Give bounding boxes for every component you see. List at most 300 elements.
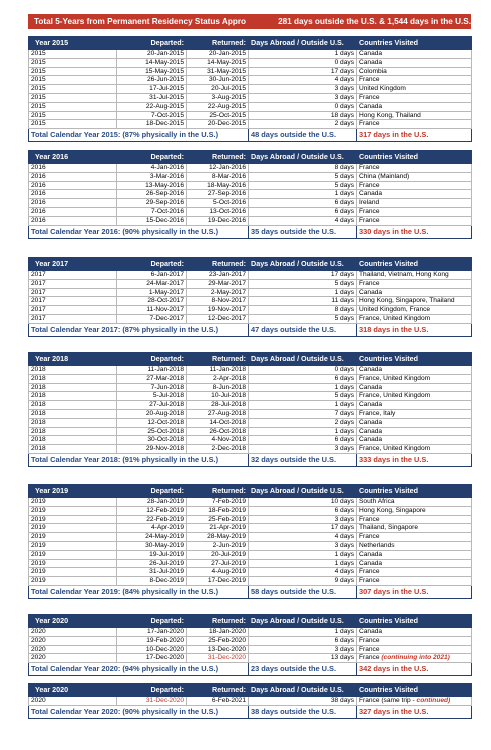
days-abroad: 1 days	[249, 288, 357, 297]
countries-visited: Netherlands	[357, 541, 472, 550]
departed-header: Departed:	[117, 258, 187, 271]
trip-year: 2017	[29, 314, 117, 323]
days-abroad: 5 days	[249, 314, 357, 323]
total-in-us: 342 days in the U.S.	[357, 663, 472, 676]
trip-row	[29, 50, 472, 59]
trip-row	[29, 577, 472, 586]
year-section	[28, 150, 471, 239]
total-label: Total Calendar Year 2018: (91% physically in the U.S.)	[29, 453, 249, 466]
returned-date: 7-Feb-2019	[187, 498, 249, 507]
year-table	[28, 150, 472, 239]
departed-date: 25-Oct-2018	[117, 427, 187, 436]
trip-year: 2018	[29, 418, 117, 427]
trip-row	[29, 199, 472, 208]
departed-date: 7-Oct-2015	[117, 111, 187, 120]
countries-visited: Canada	[357, 288, 472, 297]
year-header-row	[29, 684, 472, 697]
departed-date: 20-Jan-2015	[117, 50, 187, 59]
total-in-us: 318 days in the U.S.	[357, 323, 472, 336]
days-abroad: 8 days	[249, 306, 357, 315]
days-abroad: 0 days	[249, 366, 357, 375]
countries-visited: Canada	[357, 190, 472, 199]
returned-date: 25-Feb-2019	[187, 515, 249, 524]
trip-row	[29, 533, 472, 542]
days-header: Days Abroad / Outside U.S.	[249, 353, 357, 366]
days-abroad: 3 days	[249, 445, 357, 454]
returned-date: 10-Jul-2018	[187, 392, 249, 401]
trip-row	[29, 271, 472, 280]
returned-date: 19-Dec-2016	[187, 216, 249, 225]
trip-year: 2015	[29, 111, 117, 120]
trip-year: 2019	[29, 515, 117, 524]
countries-visited: France	[357, 577, 472, 586]
returned-date: 12-Dec-2017	[187, 314, 249, 323]
days-abroad: 6 days	[249, 506, 357, 515]
departed-date: 26-Jul-2019	[117, 559, 187, 568]
returned-date: 6-Feb-2021	[187, 697, 249, 706]
returned-date: 20-Jul-2019	[187, 550, 249, 559]
returned-date: 30-Jun-2015	[187, 76, 249, 85]
days-abroad: 2 days	[249, 120, 357, 129]
year-section	[28, 614, 471, 676]
returned-header: Returned:	[187, 37, 249, 50]
days-abroad: 1 days	[249, 50, 357, 59]
returned-date: 25-Feb-2020	[187, 636, 249, 645]
days-abroad: 5 days	[249, 279, 357, 288]
returned-date: 18-Jan-2020	[187, 628, 249, 637]
continuation-note: (continuing into 2021)	[381, 654, 450, 662]
countries-visited	[357, 697, 472, 706]
departed-date: 10-Dec-2020	[117, 645, 187, 654]
departed-date: 7-Dec-2017	[117, 314, 187, 323]
year-total-row	[29, 323, 472, 336]
trip-year: 2017	[29, 279, 117, 288]
year-title: Year 2020	[29, 615, 117, 628]
trip-row	[29, 636, 472, 645]
departed-date: 22-Feb-2019	[117, 515, 187, 524]
days-abroad: 5 days	[249, 181, 357, 190]
days-abroad: 1 days	[249, 401, 357, 410]
returned-date: 5-Oct-2016	[187, 199, 249, 208]
trip-row	[29, 541, 472, 550]
returned-date: 19-Nov-2017	[187, 306, 249, 315]
countries-visited: Canada	[357, 383, 472, 392]
departed-header: Departed:	[117, 37, 187, 50]
countries-visited: Canada	[357, 436, 472, 445]
trip-row	[29, 76, 472, 85]
returned-date: 13-Oct-2016	[187, 207, 249, 216]
days-abroad: 9 days	[249, 577, 357, 586]
year-table	[28, 257, 472, 337]
departed-header: Departed:	[117, 151, 187, 164]
countries-visited: France, United Kingdom	[357, 445, 472, 454]
trip-row	[29, 697, 472, 706]
total-label: Total Calendar Year 2019: (84% physically in the U.S.)	[29, 585, 249, 598]
countries-visited: Hong Kong, Singapore	[357, 506, 472, 515]
trip-year: 2016	[29, 207, 117, 216]
departed-header: Departed:	[117, 485, 187, 498]
countries-header: Countries Visited	[357, 684, 472, 697]
days-abroad: 10 days	[249, 498, 357, 507]
days-abroad: 3 days	[249, 93, 357, 102]
returned-date: 4-Aug-2019	[187, 568, 249, 577]
countries-visited: Hong Kong, Singapore, Thailand	[357, 297, 472, 306]
countries-header: Countries Visited	[357, 353, 472, 366]
trip-row	[29, 654, 472, 663]
trip-row	[29, 559, 472, 568]
trip-year: 2017	[29, 306, 117, 315]
countries-header: Countries Visited	[357, 485, 472, 498]
year-total-row	[29, 585, 472, 598]
returned-date: 23-Jan-2017	[187, 271, 249, 280]
trip-row	[29, 392, 472, 401]
returned-date: 18-May-2016	[187, 181, 249, 190]
countries-text: France	[359, 654, 380, 662]
days-header: Days Abroad / Outside U.S.	[249, 485, 357, 498]
total-outside: 48 days outside the U.S.	[249, 129, 357, 142]
days-abroad: 1 days	[249, 383, 357, 392]
trip-row	[29, 409, 472, 418]
countries-visited: France	[357, 207, 472, 216]
total-in-us: 333 days in the U.S.	[357, 453, 472, 466]
days-abroad: 3 days	[249, 85, 357, 94]
days-abroad: 17 days	[249, 271, 357, 280]
trip-year: 2020	[29, 697, 117, 706]
days-abroad: 1 days	[249, 190, 357, 199]
trip-row	[29, 111, 472, 120]
trip-row	[29, 401, 472, 410]
year-title: Year 2016	[29, 151, 117, 164]
trip-year: 2015	[29, 50, 117, 59]
trip-year: 2020	[29, 636, 117, 645]
departed-date: 27-Jul-2018	[117, 401, 187, 410]
year-table	[28, 614, 472, 676]
year-header-row	[29, 615, 472, 628]
returned-header: Returned:	[187, 684, 249, 697]
days-abroad: 1 days	[249, 427, 357, 436]
trip-row	[29, 498, 472, 507]
returned-date: 2-Jun-2019	[187, 541, 249, 550]
returned-date: 8-Nov-2017	[187, 297, 249, 306]
total-in-us: 307 days in the U.S.	[357, 585, 472, 598]
year-total-row	[29, 129, 472, 142]
days-abroad: 1 days	[249, 628, 357, 637]
year-table	[28, 352, 472, 467]
year-section	[28, 484, 471, 599]
trip-row	[29, 645, 472, 654]
days-abroad: 1 days	[249, 550, 357, 559]
trip-row	[29, 306, 472, 315]
trip-year: 2019	[29, 506, 117, 515]
year-title: Year 2020	[29, 684, 117, 697]
trip-row	[29, 181, 472, 190]
countries-visited: Canada	[357, 50, 472, 59]
countries-visited: United Kingdom	[357, 85, 472, 94]
departed-date: 20-Aug-2018	[117, 409, 187, 418]
trip-year: 2015	[29, 67, 117, 76]
countries-text: France (same trip -	[359, 697, 415, 704]
departed-date: 19-Feb-2020	[117, 636, 187, 645]
returned-date: 3-Aug-2015	[187, 93, 249, 102]
trip-year: 2018	[29, 374, 117, 383]
returned-date: 2-Dec-2018	[187, 445, 249, 454]
returned-header: Returned:	[187, 258, 249, 271]
trip-year: 2020	[29, 628, 117, 637]
returned-date: 11-Jan-2018	[187, 366, 249, 375]
total-in-us: 327 days in the U.S.	[357, 705, 472, 718]
trip-year: 2019	[29, 524, 117, 533]
trip-row	[29, 524, 472, 533]
days-header: Days Abroad / Outside U.S.	[249, 684, 357, 697]
departed-date: 4-Jan-2016	[117, 164, 187, 173]
days-abroad: 2 days	[249, 418, 357, 427]
departed-date: 22-Aug-2015	[117, 102, 187, 111]
countries-visited: South Africa	[357, 498, 472, 507]
departed-date: 6-Jan-2017	[117, 271, 187, 280]
year-header-row	[29, 151, 472, 164]
trip-row	[29, 550, 472, 559]
trip-year: 2019	[29, 550, 117, 559]
total-label: Total Calendar Year 2015: (87% physically in the U.S.)	[29, 129, 249, 142]
departed-header: Departed:	[117, 684, 187, 697]
departed-header: Departed:	[117, 353, 187, 366]
trip-year: 2015	[29, 76, 117, 85]
trip-row	[29, 190, 472, 199]
trip-year: 2019	[29, 577, 117, 586]
trip-row	[29, 85, 472, 94]
total-outside: 23 days outside the U.S.	[249, 663, 357, 676]
returned-header: Returned:	[187, 615, 249, 628]
days-abroad: 18 days	[249, 111, 357, 120]
countries-visited: Thailand, Singapore	[357, 524, 472, 533]
days-header: Days Abroad / Outside U.S.	[249, 258, 357, 271]
days-abroad: 3 days	[249, 541, 357, 550]
trip-year: 2015	[29, 102, 117, 111]
countries-visited: Canada	[357, 58, 472, 67]
days-abroad: 4 days	[249, 568, 357, 577]
trip-year: 2019	[29, 533, 117, 542]
returned-date: 20-Jan-2015	[187, 50, 249, 59]
returned-date: 20-Jul-2015	[187, 85, 249, 94]
year-section	[28, 36, 471, 142]
days-abroad: 11 days	[249, 297, 357, 306]
days-abroad: 6 days	[249, 374, 357, 383]
days-abroad: 8 days	[249, 164, 357, 173]
banner-right-text: 281 days outside the U.S. & 1,544 days in the U.S.	[278, 17, 471, 26]
countries-visited: France	[357, 120, 472, 129]
total-outside: 58 days outside the U.S.	[249, 585, 357, 598]
trip-year: 2018	[29, 409, 117, 418]
trip-row	[29, 418, 472, 427]
days-abroad: 1 days	[249, 559, 357, 568]
trip-row	[29, 515, 472, 524]
total-outside: 47 days outside the U.S.	[249, 323, 357, 336]
trip-year: 2015	[29, 93, 117, 102]
days-abroad: 4 days	[249, 533, 357, 542]
returned-date: 8-Mar-2016	[187, 172, 249, 181]
days-header: Days Abroad / Outside U.S.	[249, 151, 357, 164]
departed-date: 4-Apr-2019	[117, 524, 187, 533]
days-abroad: 6 days	[249, 207, 357, 216]
year-total-row	[29, 225, 472, 238]
trip-row	[29, 374, 472, 383]
departed-date: 7-Oct-2016	[117, 207, 187, 216]
total-label: Total Calendar Year 2016: (90% physically in the U.S.)	[29, 225, 249, 238]
year-section	[28, 352, 471, 467]
countries-visited: Thailand, Vietnam, Hong Kong	[357, 271, 472, 280]
returned-header: Returned:	[187, 485, 249, 498]
trip-year: 2016	[29, 164, 117, 173]
countries-visited: Hong Kong, Thailand	[357, 111, 472, 120]
year-header-row	[29, 353, 472, 366]
departed-date: 18-Dec-2015	[117, 120, 187, 129]
trip-year: 2020	[29, 645, 117, 654]
departed-date: 15-May-2015	[117, 67, 187, 76]
year-total-row	[29, 705, 472, 718]
countries-visited: France	[357, 279, 472, 288]
trip-year: 2018	[29, 392, 117, 401]
departed-date: 29-Sep-2016	[117, 199, 187, 208]
year-table	[28, 683, 472, 719]
trip-row	[29, 568, 472, 577]
departed-date: 12-Feb-2019	[117, 506, 187, 515]
trip-row	[29, 628, 472, 637]
countries-visited: France	[357, 645, 472, 654]
trip-row	[29, 93, 472, 102]
returned-date: 31-May-2015	[187, 67, 249, 76]
days-abroad: 0 days	[249, 102, 357, 111]
trip-year: 2019	[29, 559, 117, 568]
departed-date: 27-Mar-2018	[117, 374, 187, 383]
departed-date: 30-Oct-2018	[117, 436, 187, 445]
countries-header: Countries Visited	[357, 615, 472, 628]
days-abroad: 17 days	[249, 67, 357, 76]
departed-date: 17-Jan-2020	[117, 628, 187, 637]
departed-header: Departed:	[117, 615, 187, 628]
departed-date: 19-Jul-2019	[117, 550, 187, 559]
trip-row	[29, 436, 472, 445]
departed-date: 12-Oct-2018	[117, 418, 187, 427]
trip-year: 2020	[29, 654, 117, 663]
days-abroad: 4 days	[249, 216, 357, 225]
trip-year: 2018	[29, 366, 117, 375]
trip-year: 2016	[29, 216, 117, 225]
days-abroad: 6 days	[249, 636, 357, 645]
total-label: Total Calendar Year 2020: (94% physically in the U.S.)	[29, 663, 249, 676]
total-label: Total Calendar Year 2020: (90% physically in the U.S.)	[29, 705, 249, 718]
trip-row	[29, 383, 472, 392]
year-table	[28, 484, 472, 599]
trip-year: 2019	[29, 498, 117, 507]
days-abroad: 4 days	[249, 76, 357, 85]
trip-year: 2018	[29, 445, 117, 454]
departed-date: 11-Nov-2017	[117, 306, 187, 315]
countries-visited: France	[357, 515, 472, 524]
returned-date: 18-Feb-2019	[187, 506, 249, 515]
total-in-us: 330 days in the U.S.	[357, 225, 472, 238]
days-abroad: 6 days	[249, 436, 357, 445]
summary-banner	[28, 14, 471, 29]
trip-row	[29, 102, 472, 111]
returned-date: 27-Sep-2016	[187, 190, 249, 199]
returned-date: 13-Dec-2020	[187, 645, 249, 654]
departed-date: 3-Mar-2016	[117, 172, 187, 181]
countries-visited: France	[357, 93, 472, 102]
departed-date: 13-May-2016	[117, 181, 187, 190]
days-abroad: 3 days	[249, 645, 357, 654]
countries-visited: France, United Kingdom	[357, 392, 472, 401]
departed-date: 14-May-2015	[117, 58, 187, 67]
countries-visited: Canada	[357, 102, 472, 111]
countries-visited: France	[357, 76, 472, 85]
trip-year: 2018	[29, 401, 117, 410]
trip-year: 2016	[29, 181, 117, 190]
trip-year: 2016	[29, 172, 117, 181]
year-title: Year 2017	[29, 258, 117, 271]
year-title: Year 2019	[29, 485, 117, 498]
days-abroad: 5 days	[249, 392, 357, 401]
countries-visited: France	[357, 181, 472, 190]
returned-date: 31-Dec-2020	[187, 654, 249, 663]
trip-row	[29, 506, 472, 515]
countries-visited: China (Mainland)	[357, 172, 472, 181]
trip-year: 2015	[29, 85, 117, 94]
returned-date: 2-May-2017	[187, 288, 249, 297]
departed-date: 11-Jan-2018	[117, 366, 187, 375]
year-header-row	[29, 37, 472, 50]
countries-visited: France, United Kingdom	[357, 374, 472, 383]
returned-date: 12-Jan-2016	[187, 164, 249, 173]
total-outside: 38 days outside the U.S.	[249, 705, 357, 718]
trip-year: 2016	[29, 199, 117, 208]
total-in-us: 317 days in the U.S.	[357, 129, 472, 142]
trip-year: 2017	[29, 288, 117, 297]
countries-visited: Colombia	[357, 67, 472, 76]
countries-visited: France, United Kingdom	[357, 314, 472, 323]
countries-visited: France	[357, 164, 472, 173]
returned-date: 22-Aug-2015	[187, 102, 249, 111]
days-abroad: 6 days	[249, 199, 357, 208]
total-outside: 35 days outside the U.S.	[249, 225, 357, 238]
trip-year: 2018	[29, 427, 117, 436]
continuation-note: continued)	[416, 697, 451, 704]
trip-row	[29, 216, 472, 225]
returned-date: 25-Oct-2015	[187, 111, 249, 120]
days-abroad: 38 days	[249, 697, 357, 706]
countries-visited: France	[357, 533, 472, 542]
countries-visited: United Kingdom, France	[357, 306, 472, 315]
days-abroad: 7 days	[249, 409, 357, 418]
countries-visited: Canada	[357, 550, 472, 559]
trip-year: 2019	[29, 541, 117, 550]
days-header: Days Abroad / Outside U.S.	[249, 615, 357, 628]
returned-date: 17-Dec-2019	[187, 577, 249, 586]
countries-header: Countries Visited	[357, 258, 472, 271]
returned-date: 20-Dec-2015	[187, 120, 249, 129]
departed-date: 28-Jan-2019	[117, 498, 187, 507]
countries-visited: Canada	[357, 427, 472, 436]
year-section	[28, 257, 471, 337]
departed-date: 7-Jun-2018	[117, 383, 187, 392]
countries-visited: France	[357, 568, 472, 577]
days-abroad: 5 days	[249, 172, 357, 181]
countries-header: Countries Visited	[357, 151, 472, 164]
trip-year: 2015	[29, 120, 117, 129]
year-table	[28, 36, 472, 142]
year-title: Year 2015	[29, 37, 117, 50]
trip-year: 2018	[29, 383, 117, 392]
returned-date: 28-May-2019	[187, 533, 249, 542]
